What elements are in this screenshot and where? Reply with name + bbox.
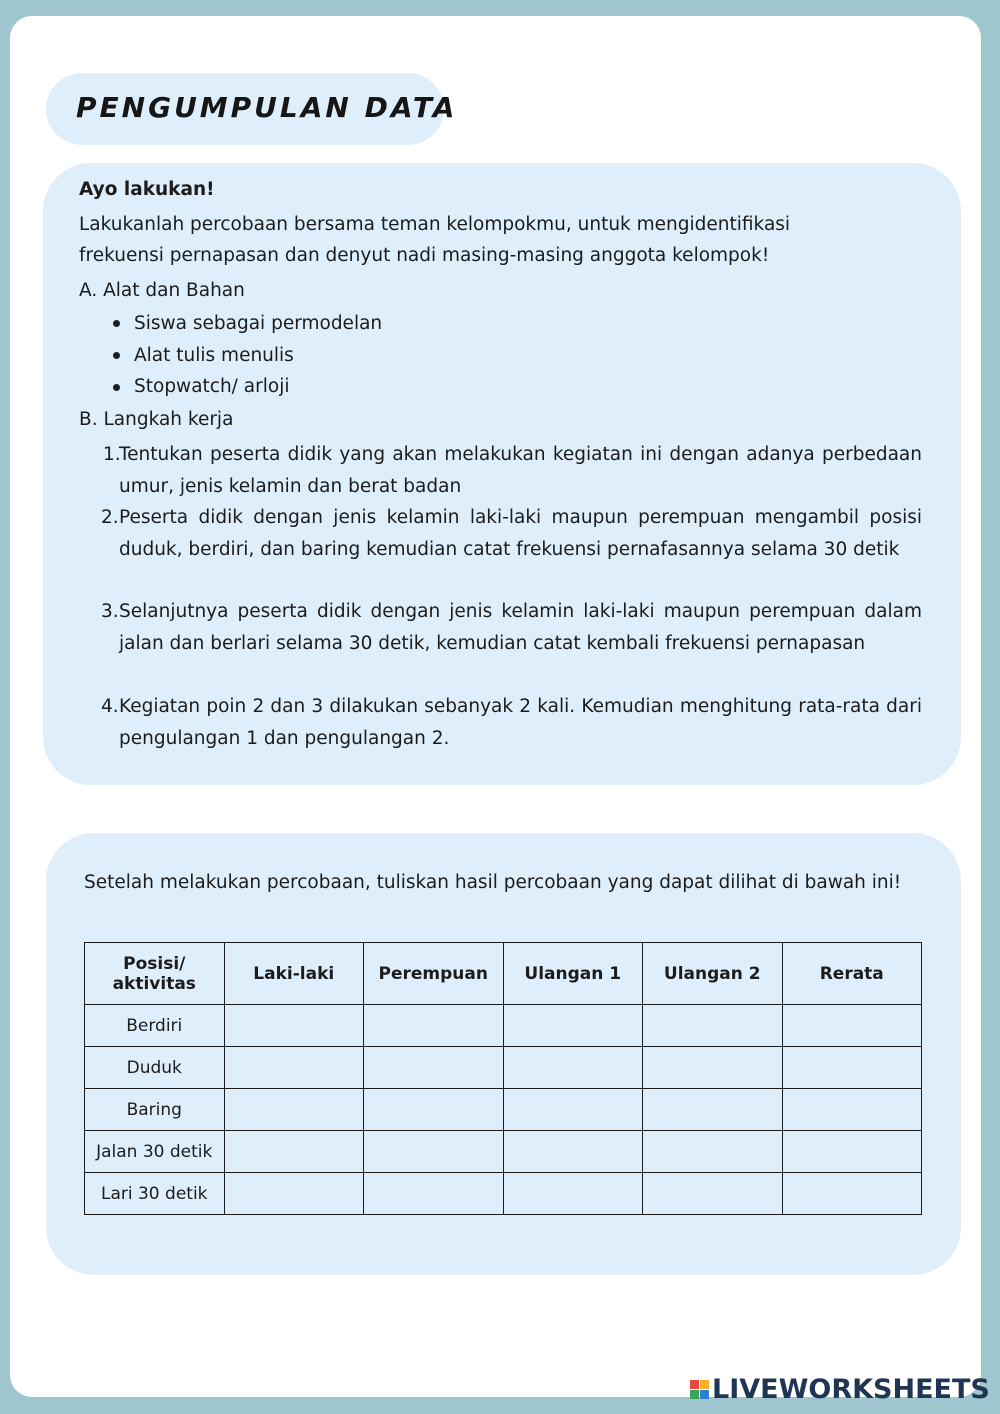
- answer-cell[interactable]: [643, 1173, 783, 1215]
- table-row: [85, 1005, 922, 1047]
- column-header: Laki-laki: [224, 943, 364, 1005]
- answer-cell[interactable]: [643, 1047, 783, 1089]
- table-row: [85, 1089, 922, 1131]
- answer-cell[interactable]: [503, 1005, 643, 1047]
- answer-cell[interactable]: [503, 1131, 643, 1173]
- answer-cell[interactable]: [224, 1089, 364, 1131]
- answer-cell[interactable]: [364, 1131, 504, 1173]
- activity-heading: Ayo lakukan!: [79, 179, 215, 200]
- answer-cell[interactable]: [503, 1047, 643, 1089]
- material-item: Alat tulis menulis: [134, 345, 294, 366]
- answer-cell[interactable]: [782, 1173, 922, 1215]
- row-label: Duduk: [85, 1047, 225, 1089]
- step-number: 2.: [101, 507, 119, 528]
- logo-square: [690, 1390, 699, 1399]
- page-title: PENGUMPULAN DATA: [76, 91, 458, 124]
- answer-cell[interactable]: [782, 1005, 922, 1047]
- answer-cell[interactable]: [782, 1131, 922, 1173]
- answer-cell[interactable]: [224, 1131, 364, 1173]
- row-label: Jalan 30 detik: [85, 1131, 225, 1173]
- section-a-heading: A. Alat dan Bahan: [79, 280, 245, 301]
- answer-cell[interactable]: [224, 1005, 364, 1047]
- logo-square: [700, 1390, 709, 1399]
- results-table: [84, 942, 922, 1215]
- bullet-icon: [113, 320, 120, 327]
- answer-cell[interactable]: [643, 1131, 783, 1173]
- step-number: 1.: [103, 444, 121, 465]
- column-header: Perempuan: [364, 943, 504, 1005]
- section-b-heading: B. Langkah kerja: [79, 409, 234, 430]
- table-header-row: [85, 943, 922, 1005]
- results-intro: Setelah melakukan percobaan, tuliskan hasil percobaan yang dapat dilihat di bawah ini!: [84, 872, 902, 893]
- step-text: Kegiatan poin 2 dan 3 dilakukan sebanyak 2 kali. Kemudian menghitung rata-rata dari pengulangan 1 dan pengulangan 2.: [119, 696, 922, 749]
- column-header: Ulangan 2: [643, 943, 783, 1005]
- answer-cell[interactable]: [364, 1089, 504, 1131]
- answer-cell[interactable]: [364, 1005, 504, 1047]
- table-row: [85, 1131, 922, 1173]
- row-label: Lari 30 detik: [85, 1173, 225, 1215]
- answer-cell[interactable]: [224, 1047, 364, 1089]
- answer-cell[interactable]: [503, 1173, 643, 1215]
- answer-cell[interactable]: [503, 1089, 643, 1131]
- column-header: Ulangan 1: [503, 943, 643, 1005]
- logo-square: [690, 1380, 699, 1389]
- material-item: Stopwatch/ arloji: [134, 376, 290, 397]
- row-label: Baring: [85, 1089, 225, 1131]
- answer-cell[interactable]: [643, 1005, 783, 1047]
- answer-cell[interactable]: [224, 1173, 364, 1215]
- table-row: [85, 1047, 922, 1089]
- logo-square: [700, 1380, 709, 1389]
- liveworksheets-logo[interactable]: [690, 1372, 990, 1406]
- answer-cell[interactable]: [782, 1047, 922, 1089]
- column-header: Posisi/ aktivitas: [85, 943, 225, 1005]
- answer-cell[interactable]: [364, 1173, 504, 1215]
- activity-intro-line-2: frekuensi pernapasan dan denyut nadi masing-masing anggota kelompok!: [79, 245, 770, 266]
- table-row: [85, 1173, 922, 1215]
- material-item: Siswa sebagai permodelan: [134, 313, 383, 334]
- bullet-icon: [113, 352, 120, 359]
- step-number: 3.: [101, 601, 119, 622]
- activity-intro-line-1: Lakukanlah percobaan bersama teman kelompokmu, untuk mengidentifikasi: [79, 214, 791, 235]
- answer-cell[interactable]: [364, 1047, 504, 1089]
- step-number: 4.: [101, 696, 119, 717]
- answer-cell[interactable]: [782, 1089, 922, 1131]
- column-header: Rerata: [782, 943, 922, 1005]
- row-label: Berdiri: [85, 1005, 225, 1047]
- liveworksheets-logo-icon: [690, 1380, 709, 1399]
- bullet-icon: [113, 384, 120, 391]
- liveworksheets-wordmark: LIVEWORKSHEETS: [712, 1373, 990, 1405]
- step-text: Selanjutnya peserta didik dengan jenis kelamin laki-laki maupun perempuan dalam jalan dan berlari selama 30 detik, kemudian catat kembali frekuensi pernapasan: [119, 601, 922, 654]
- step-text: Tentukan peserta didik yang akan melakukan kegiatan ini dengan adanya perbedaan umur, jenis kelamin dan berat badan: [119, 444, 922, 497]
- step-text: Peserta didik dengan jenis kelamin laki-laki maupun perempuan mengambil posisi duduk, berdiri, dan baring kemudian catat frekuensi pernafasannya selama 30 detik: [119, 507, 922, 560]
- answer-cell[interactable]: [643, 1089, 783, 1131]
